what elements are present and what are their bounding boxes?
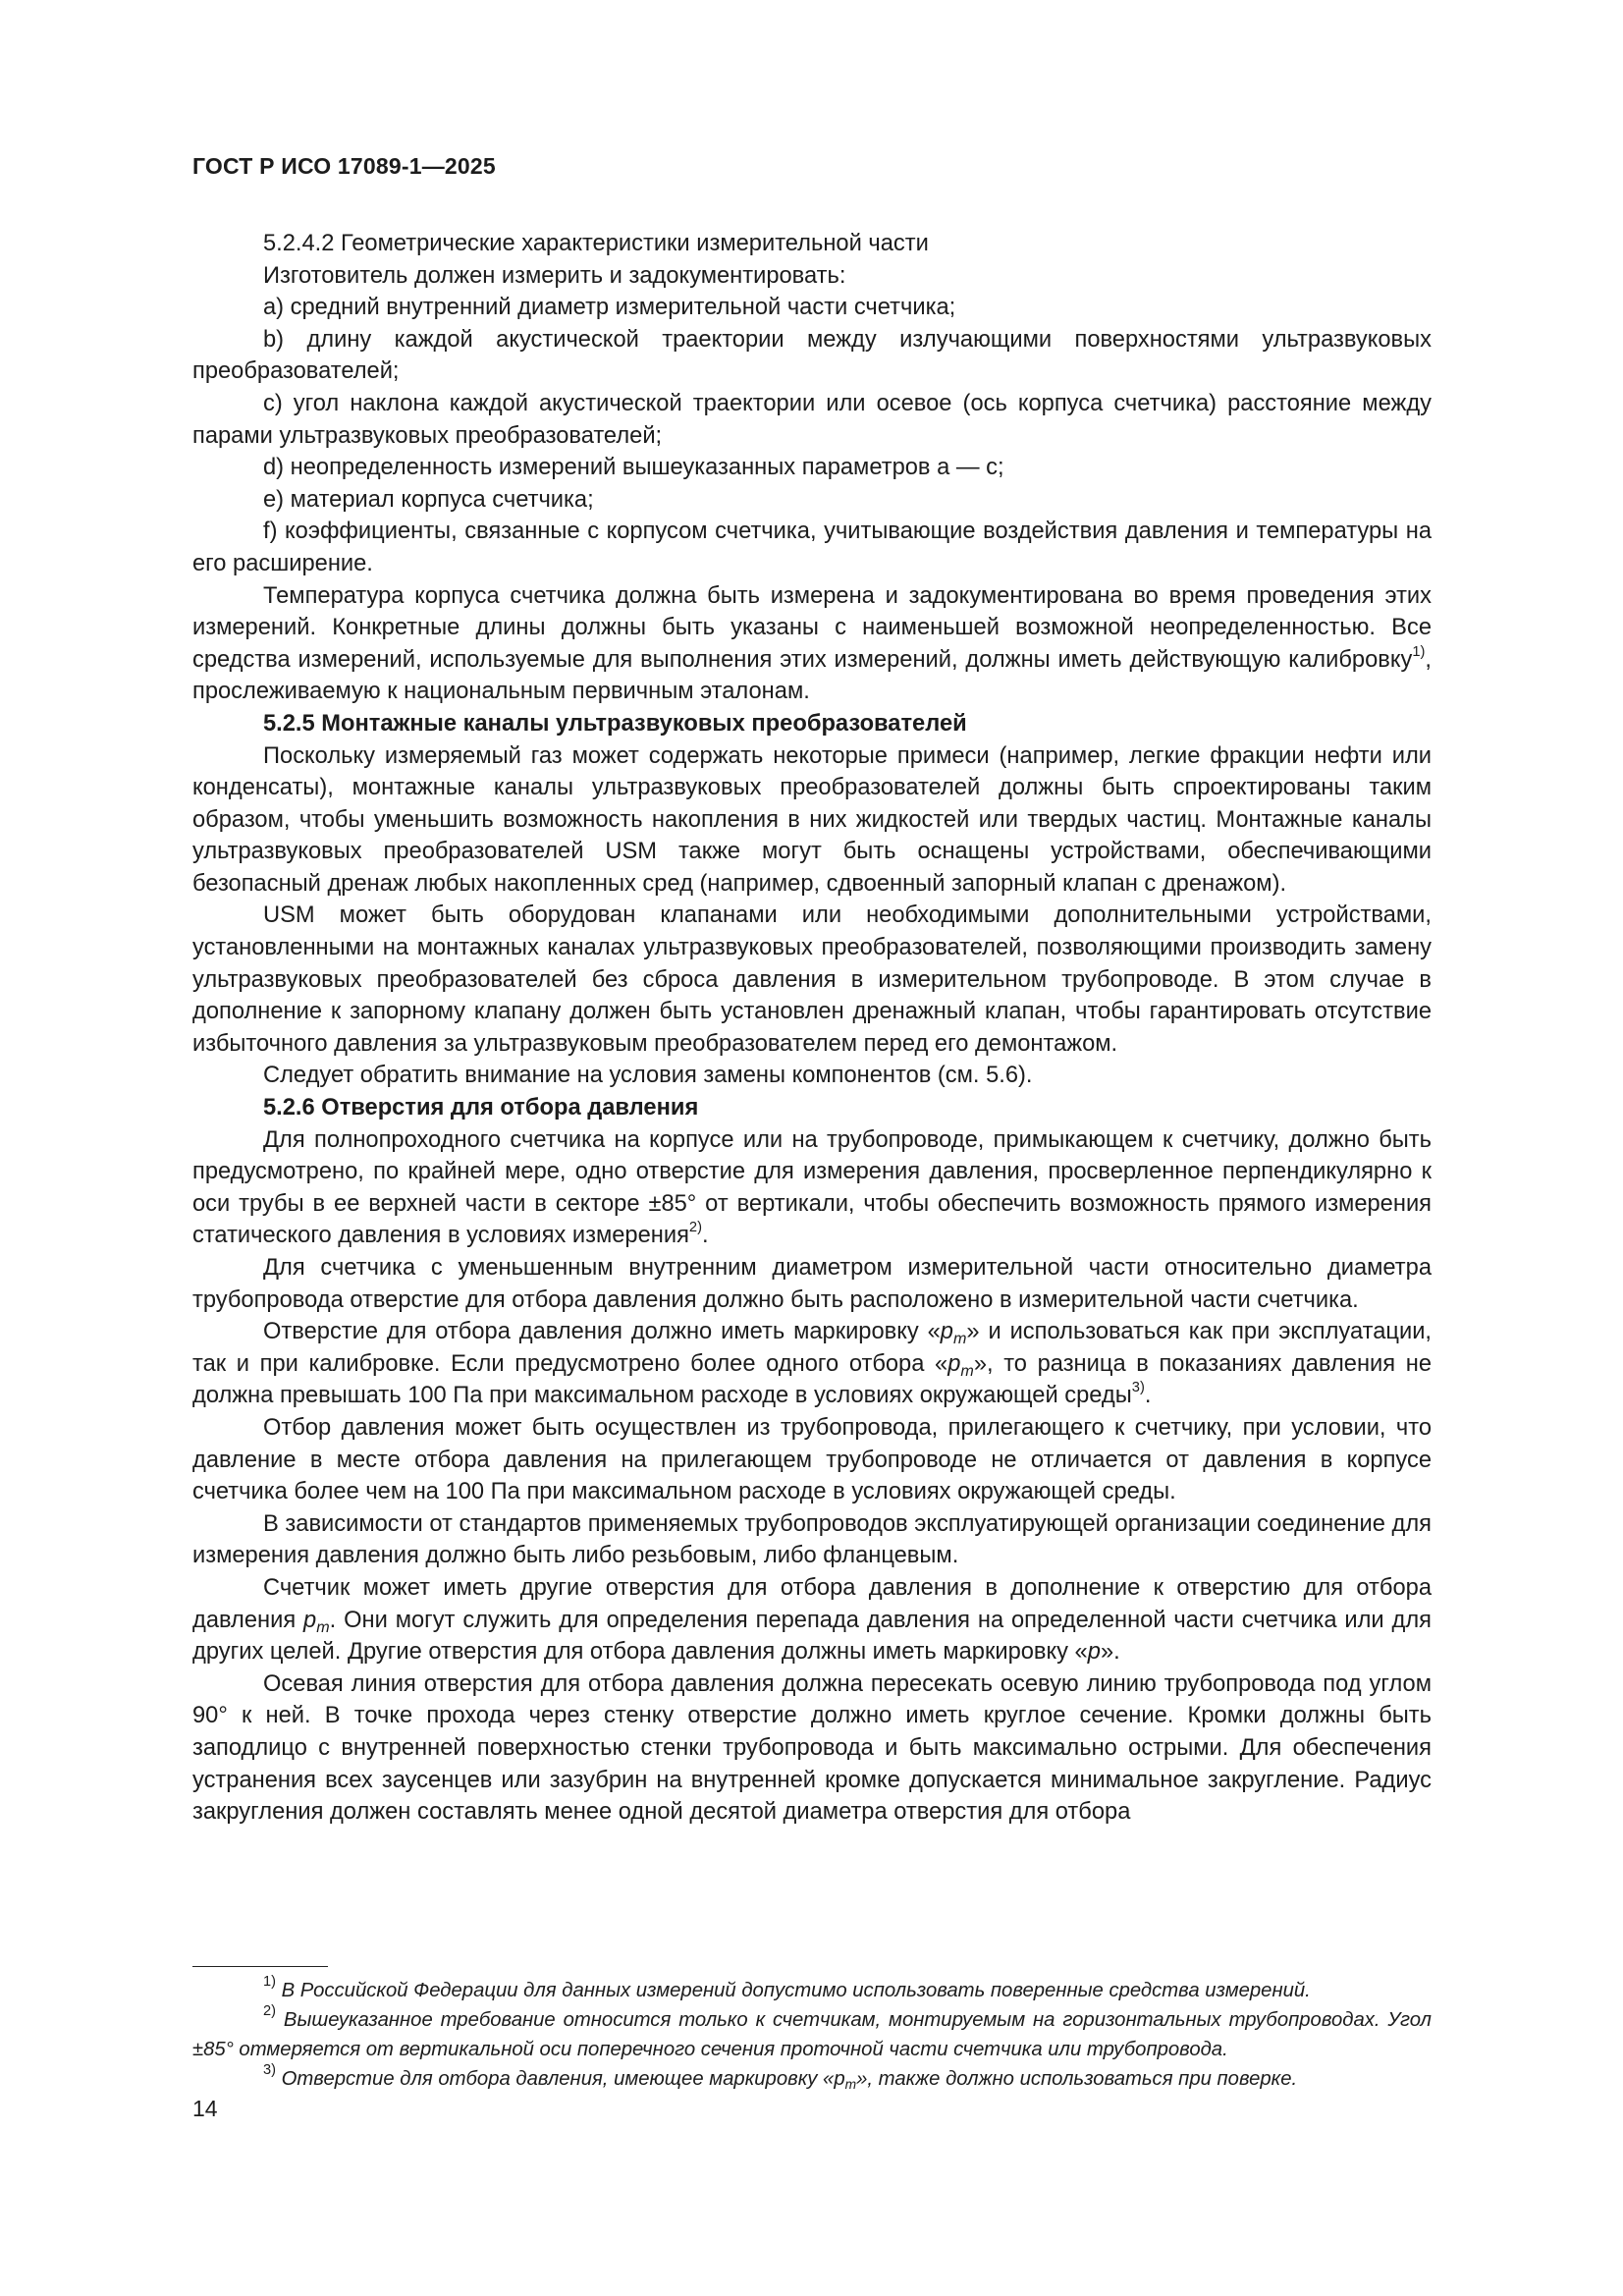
footnote-ref: 3) [1131, 1380, 1145, 1396]
symbol-subscript-m: m [952, 1330, 967, 1348]
footnote-marker: 2) [263, 2003, 276, 2020]
list-item: a) средний внутренний диаметр измерительной части счетчика; [263, 295, 956, 321]
paragraph: Температура корпуса счетчика должна быть измерена и задокументирована во время проведения этих измерений. Конкретные длины должны быть указаны с наименьшей возможной неопределенностью. Все средства измерений, используемые для выполнения этих измерений, должны иметь действующую калибровку$^{1)}$, прослеживаемую к национальным первичным эталонам. [192, 582, 1432, 705]
symbol-subscript-m: m [316, 1617, 330, 1636]
footnote-ref: 2) [688, 1220, 702, 1236]
symbol-p: p [947, 1350, 961, 1377]
symbol-subscript-m: m [844, 2077, 857, 2093]
body-text [192, 228, 1432, 1829]
footnote: $^{1)}$ В Российской Федерации для данных измерений допустимо использовать поверенные средства измерений. [263, 1974, 1311, 2001]
paragraph: Счетчик может иметь другие отверстия для отбора давления в дополнение к отверстию для отбора давления $p_m$. Они могут служить для определения перепада давления на определенной части счетчика или для других целей. Другие отверстия для отбора давления должны иметь маркировку «p». [192, 1574, 1432, 1666]
paragraph: В зависимости от стандартов применяемых трубопроводов эксплуатирующей организации соединение для измерения давления должно быть либо резьбовым, либо фланцевым. [192, 1510, 1432, 1569]
paragraph: Для полнопроходного счетчика на корпусе или на трубопроводе, примыкающем к счетчику, должно быть предусмотрено, по крайней мере, одно отверстие для измерения давления, просверленное перпендикулярно к оси трубы в ее верхней части в секторе ±85° от вертикали, чтобы обеспечить возможность прямого измерения статического давления в условиях измерения$^{2)}$. [192, 1126, 1432, 1249]
list-item: c) угол наклона каждой акустической траектории или осевое (ось корпуса счетчика) расстояние между парами ультразвуковых преобразователей; [192, 390, 1432, 449]
symbol-p: p [1087, 1639, 1101, 1666]
footnote: $^{3)}$ Отверстие для отбора давления, имеющее маркировку «$p_m$», также должно использоваться при поверке. [263, 2062, 1298, 2093]
footnote: $^{2)}$ Вышеуказанное требование относится только к счетчикам, монтируемым на горизонтальных трубопроводах. Угол ±85° отмеряется от вертикальной оси поперечного сечения проточной части счетчика или трубопровода. [192, 2003, 1432, 2060]
symbol-subscript-m: m [960, 1361, 974, 1380]
symbol-p: p [940, 1319, 953, 1345]
running-header: ГОСТ Р ИСО 17089-1—2025 [192, 153, 496, 179]
paragraph: Отбор давления может быть осуществлен из трубопровода, прилегающего к счетчику, при условии, что давление в месте отбора давления на прилегающем трубопроводе не отличается от давления в корпусе счетчика более чем на 100 Па при максимальном расходе в условиях окружающей среды. [192, 1414, 1432, 1505]
footnote-marker: 1) [263, 1974, 276, 1991]
section-heading: 5.2.5 Монтажные каналы ультразвуковых преобразователей [263, 710, 967, 737]
list-item: e) материал корпуса счетчика; [263, 486, 594, 513]
paragraph: USM может быть оборудован клапанами или необходимыми дополнительными устройствами, установленными на монтажных каналах ультразвуковых преобразователей, позволяющими производить замену ультразвуковых преобразователей без сброса давления в измерительном трубопроводе. В этом случае в дополнение к запорному клапану должен быть установлен дренажный клапан, чтобы гарантировать отсутствие избыточного давления за ультразвуковым преобразователем перед его демонтажом. [192, 902, 1432, 1057]
footnote-ref: 1) [1412, 643, 1426, 660]
subclause-heading: 5.2.4.2 Геометрические характеристики измерительной части [263, 231, 929, 256]
page-number: 14 [192, 2096, 218, 2121]
paragraph: Поскольку измеряемый газ может содержать некоторые примеси (например, легкие фракции нефти или конденсаты), монтажные каналы ультразвуковых преобразователей должны быть спроектированы таким образом, чтобы уменьшить возможность накопления в них жидкостей или твердых частиц. Монтажные каналы ультразвуковых преобразователей USM также могут быть оснащены устройствами, обеспечивающими безопасный дренаж любых накопленных сред (например, сдвоенный запорный клапан с дренажом). [192, 742, 1432, 897]
section-heading: 5.2.6 Отверстия для отбора давления [263, 1095, 699, 1121]
paragraph: Отверстие для отбора давления должно иметь маркировку «$p_m$» и использоваться как при эксплуатации, так и при калибровке. Если предусмотрено более одного отбора «$p_m$», то разница в показаниях давления не должна превышать 100 Па при максимальном расходе в условиях окружающей среды$^{3)}$. [192, 1319, 1433, 1409]
footnote-marker: 3) [263, 2062, 276, 2079]
symbol-p: p [834, 2068, 845, 2090]
paragraph: Осевая линия отверстия для отбора давления должна пересекать осевую линию трубопровода под углом 90° к ней. В точке прохода через стенку отверстие должно иметь круглое сечение. Кромки должны быть заподлицо с внутренней поверхностью стенки трубопровода и быть максимально острыми. Для обеспечения устранения всех заусенцев или зазубрин на внутренней кромке допускается минимальное закругление. Радиус закругления должен составлять менее одной десятой диаметра отверстия для отбора [192, 1670, 1432, 1826]
paragraph: Следует обратить внимание на условия замены компонентов (см. 5.6). [263, 1063, 1033, 1089]
paragraph: Изготовитель должен измерить и задокументировать: [263, 262, 846, 289]
list-item: d) неопределенность измерений вышеуказанных параметров a — c; [263, 455, 1004, 481]
footnotes [192, 1976, 1432, 2094]
list-item: f) коэффициенты, связанные с корпусом счетчика, учитывающие воздействия давления и температуры на его расширение. [192, 519, 1432, 576]
symbol-p: p [303, 1607, 317, 1633]
list-item: b) длину каждой акустической траектории между излучающими поверхностями ультразвуковых преобразователей; [192, 326, 1432, 385]
footnote-separator [192, 1966, 328, 1967]
paragraph: Для счетчика с уменьшенным внутренним диаметром измерительной части относительно диаметра трубопровода отверстие для отбора давления должно быть расположено в измерительной части счетчика. [192, 1255, 1432, 1313]
